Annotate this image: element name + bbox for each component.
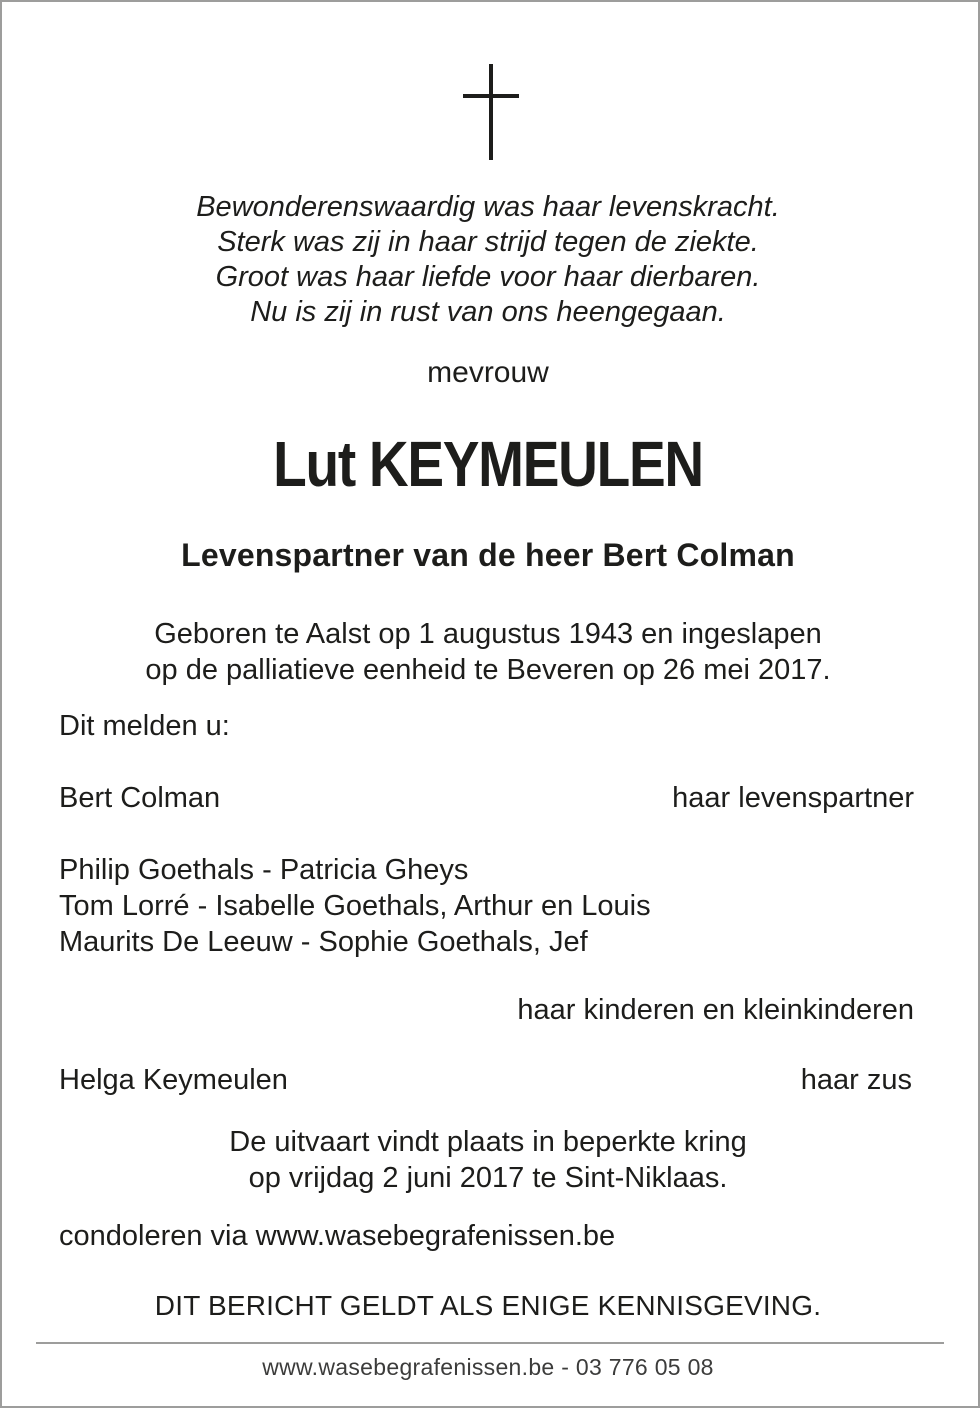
children-role: haar kinderen en kleinkinderen <box>517 994 914 1026</box>
poem-line: Groot was haar liefde voor haar dierbaren. <box>215 261 761 293</box>
salutation: mevrouw <box>427 356 549 389</box>
birth-death-line: Geboren te Aalst op 1 augustus 1943 en ingeslapen <box>154 618 822 650</box>
list-item: Philip Goethals - Patricia Gheys <box>59 854 469 886</box>
birth-death-line: op de palliatieve eenheid te Beveren op 26 mei 2017. <box>145 654 831 686</box>
funeral-info <box>0 1124 976 1196</box>
sister-role: haar zus <box>800 1064 912 1096</box>
poem-line: Bewonderenswaardig was haar levenskracht. <box>196 191 780 223</box>
footer-contact: www.wasebegrafenissen.be - 03 776 05 08 <box>262 1354 714 1380</box>
poem-line: Nu is zij in rust van ons heengegaan. <box>250 296 726 328</box>
funeral-line: op vrijdag 2 juni 2017 te Sint-Niklaas. <box>248 1162 728 1194</box>
notice-line: DIT BERICHT GELDT ALS ENIGE KENNISGEVING. <box>154 1290 822 1321</box>
list-item: Tom Lorré - Isabelle Goethals, Arthur en Louis <box>59 890 651 922</box>
announced-by-label: Dit melden u: <box>59 710 230 742</box>
poem-line: Sterk was zij in haar strijd tegen de ziekte. <box>217 226 759 258</box>
condolence-line: condoleren via www.wasebegrafenissen.be <box>59 1220 616 1252</box>
partner-name: Bert Colman <box>59 782 221 814</box>
children-list <box>59 852 651 960</box>
birth-death-info <box>0 616 976 688</box>
sister-name: Helga Keymeulen <box>59 1064 288 1096</box>
funeral-line: De uitvaart vindt plaats in beperkte kring <box>229 1126 747 1158</box>
cross-icon <box>461 64 521 160</box>
footer-divider <box>36 1342 944 1344</box>
list-item: Maurits De Leeuw - Sophie Goethals, Jef <box>59 926 588 958</box>
poem <box>0 190 976 330</box>
partner-role: haar levenspartner <box>672 782 914 814</box>
deceased-name: Lut KEYMEULEN <box>273 428 703 500</box>
relationship-line: Levenspartner van de heer Bert Colman <box>181 537 795 573</box>
